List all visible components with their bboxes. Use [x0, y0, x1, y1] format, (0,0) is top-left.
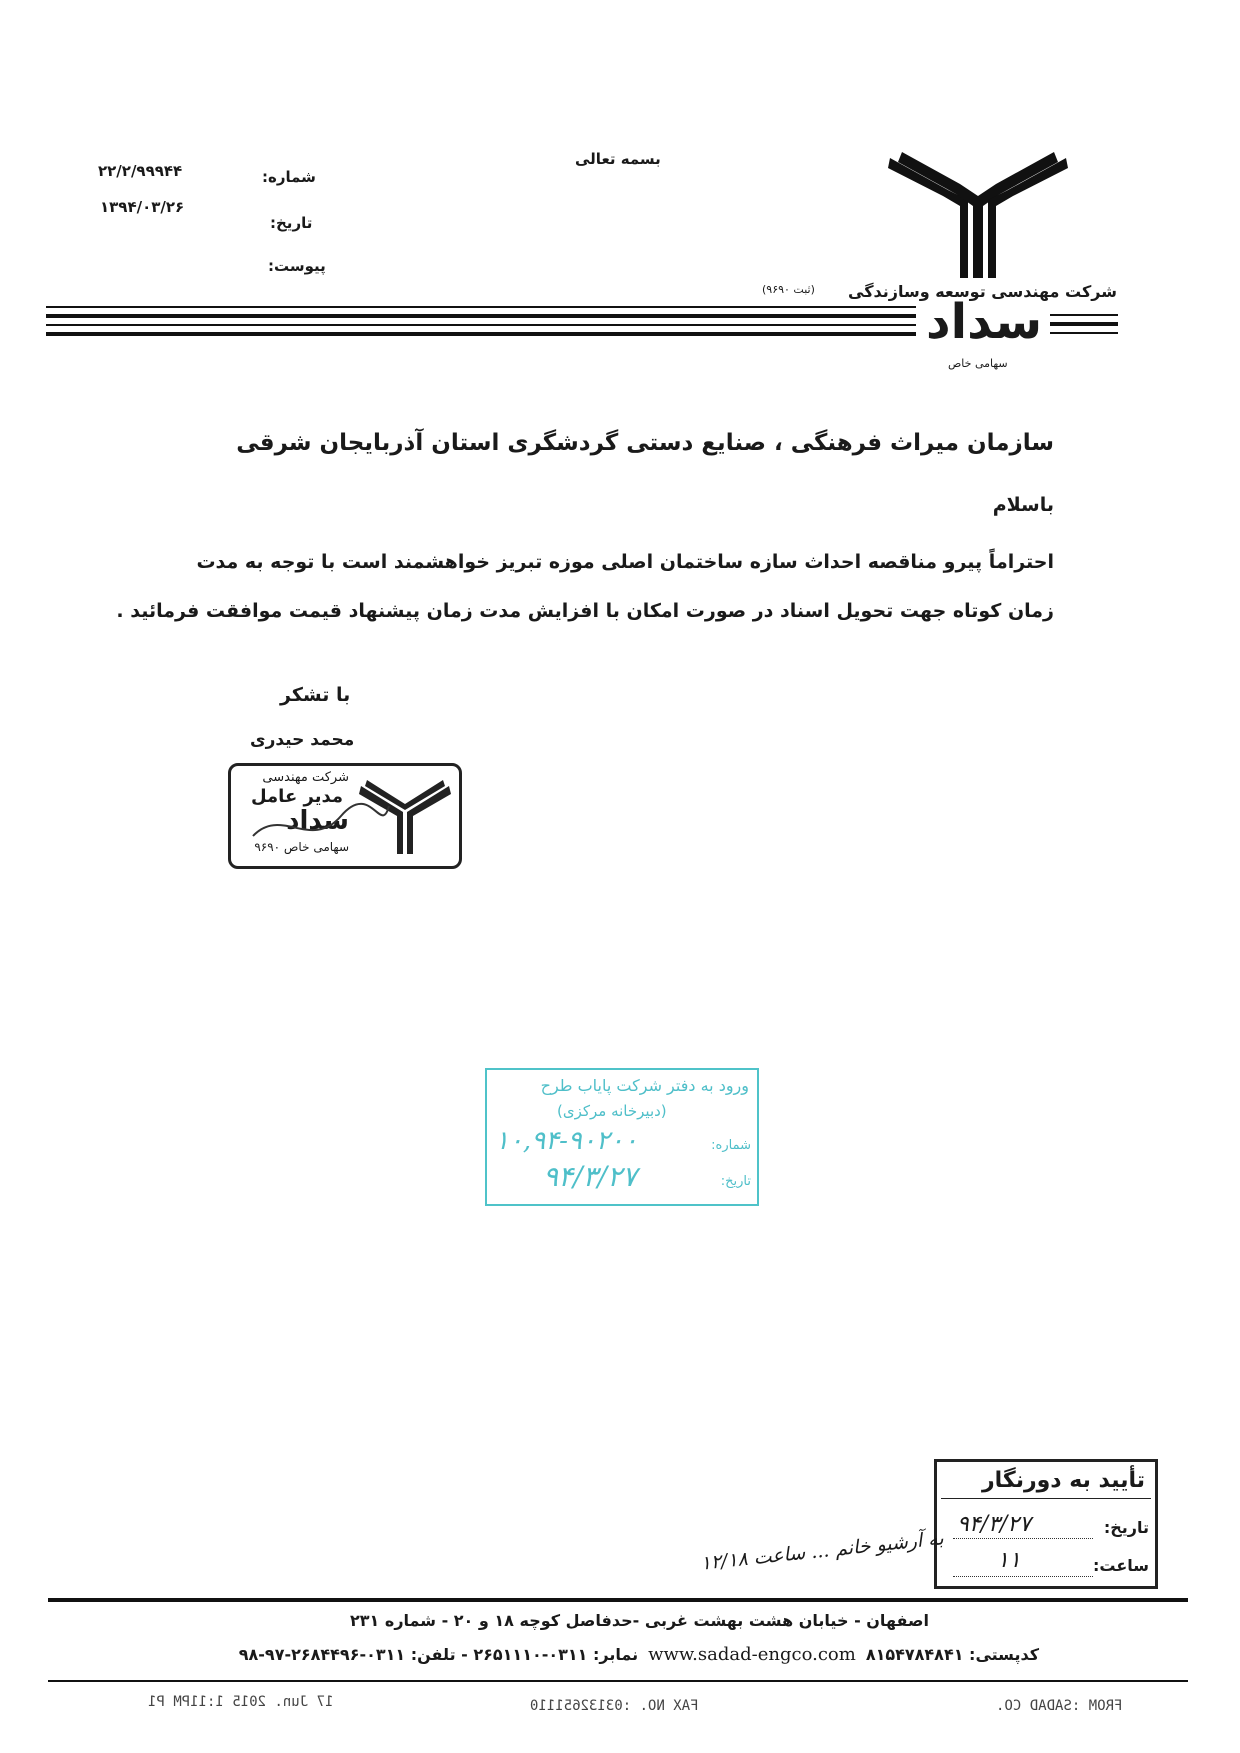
signature-scribble	[251, 796, 391, 856]
body-line-1: احتراماً پیرو مناقصه احداث سازه ساختمان اصلی موزه تبریز خواهشمند است با توجه به مدت	[196, 551, 1054, 573]
company-type: سهامی خاص	[948, 357, 1008, 370]
company-full-name: شرکت مهندسی توسعه وسازندگی	[848, 282, 1117, 301]
received-stamp-subtitle: (دبیرخانه مرکزی)	[557, 1102, 667, 1120]
approval-time-label: ساعت:	[1092, 1556, 1149, 1575]
fax-datetime: 17 Jun. 2015 1:11PM P1	[148, 1694, 334, 1710]
number-value: ۲۲/۲/۹۹۹۴۴	[98, 162, 183, 180]
fax-from: FROM :SADAD CO.	[996, 1698, 1123, 1714]
date-dotted-line	[953, 1538, 1093, 1539]
time-dotted-line	[953, 1576, 1093, 1577]
approval-date-label: تاریخ:	[1103, 1518, 1149, 1537]
date-value: ۱۳۹۴/۰۳/۲۶	[100, 198, 185, 216]
signatory-name: محمد حیدری	[250, 730, 355, 750]
approval-date-value: ۹۴/۳/۲۷	[957, 1512, 1031, 1537]
footer-address: اصفهان - خیابان هشت بهشت غربی -حدفاصل کوچه ۱۸ و ۲۰ - شماره ۲۳۱	[350, 1611, 929, 1630]
received-date-label: تاریخ:	[720, 1174, 751, 1189]
approval-time-value: ۱۱	[997, 1548, 1021, 1573]
header-rule	[46, 306, 916, 308]
received-stamp-title: ورود به دفتر شرکت پایاب طرح	[540, 1076, 749, 1095]
footer-contact	[199, 1644, 1039, 1665]
header-rule	[1050, 314, 1118, 316]
fax-number: FAX NO. :03132651110	[530, 1698, 699, 1714]
received-number-label: شماره:	[711, 1138, 751, 1153]
seal-line: مدیر عامل	[250, 786, 343, 807]
header-rule	[1050, 322, 1118, 326]
received-stamp	[485, 1068, 759, 1206]
seal-line: شرکت مهندسی	[262, 770, 349, 785]
closing: با تشکر	[280, 684, 351, 706]
footer-contact-prefix: کدپستی: ۸۱۵۴۷۸۴۸۴۱	[865, 1645, 1039, 1664]
header-rule	[46, 314, 916, 318]
attachment-label: پیوست:	[268, 257, 326, 275]
footer-contact-suffix: نمابر: ۰۳۱۱-۲۶۵۱۱۱۰ - تلفن: ۰۳۱۱-۲۶۸۴۴۹۶-۹۷-۹۸	[238, 1645, 639, 1664]
footer-rule	[48, 1598, 1188, 1602]
footer-rule	[48, 1680, 1188, 1682]
header-rule	[1050, 332, 1118, 334]
received-number-value: ۱۰,۹۴-۹۰۲۰۰	[495, 1126, 638, 1156]
greeting: باسلام	[992, 494, 1054, 516]
company-logo-icon	[888, 150, 1068, 280]
registration-number: (ثبت ۹۶۹۰)	[762, 283, 815, 296]
received-date-value: ۹۴/۳/۲۷	[543, 1160, 638, 1193]
approval-title: تأیید به دورنگار	[981, 1468, 1145, 1493]
recipient-line: سازمان میراث فرهنگی ، صنایع دستی گردشگری استان آذربایجان شرقی	[236, 430, 1054, 456]
number-label: شماره:	[262, 168, 316, 186]
seal-line: سهامی خاص ۹۶۹۰	[254, 840, 349, 854]
divider	[941, 1498, 1151, 1499]
company-seal-stamp	[228, 763, 462, 869]
header-rule	[46, 324, 916, 326]
footer-website: www.sadad-engco.com	[648, 1644, 856, 1665]
handwritten-note: به آرشیو خانم ... ساعت ۱۲/۱۸	[699, 1527, 945, 1575]
date-label: تاریخ:	[270, 214, 313, 232]
bismillah-heading: بسمه تعالی	[575, 150, 661, 168]
company-wordmark: سداد	[926, 294, 1043, 350]
seal-line: سداد	[286, 806, 349, 836]
fax-approval-stamp	[934, 1459, 1158, 1589]
header-rule	[46, 332, 916, 336]
body-line-2: زمان کوتاه جهت تحویل اسناد در صورت امکان با افزایش مدت زمان پیشنهاد قیمت موافقت فرمائید .	[116, 600, 1054, 622]
